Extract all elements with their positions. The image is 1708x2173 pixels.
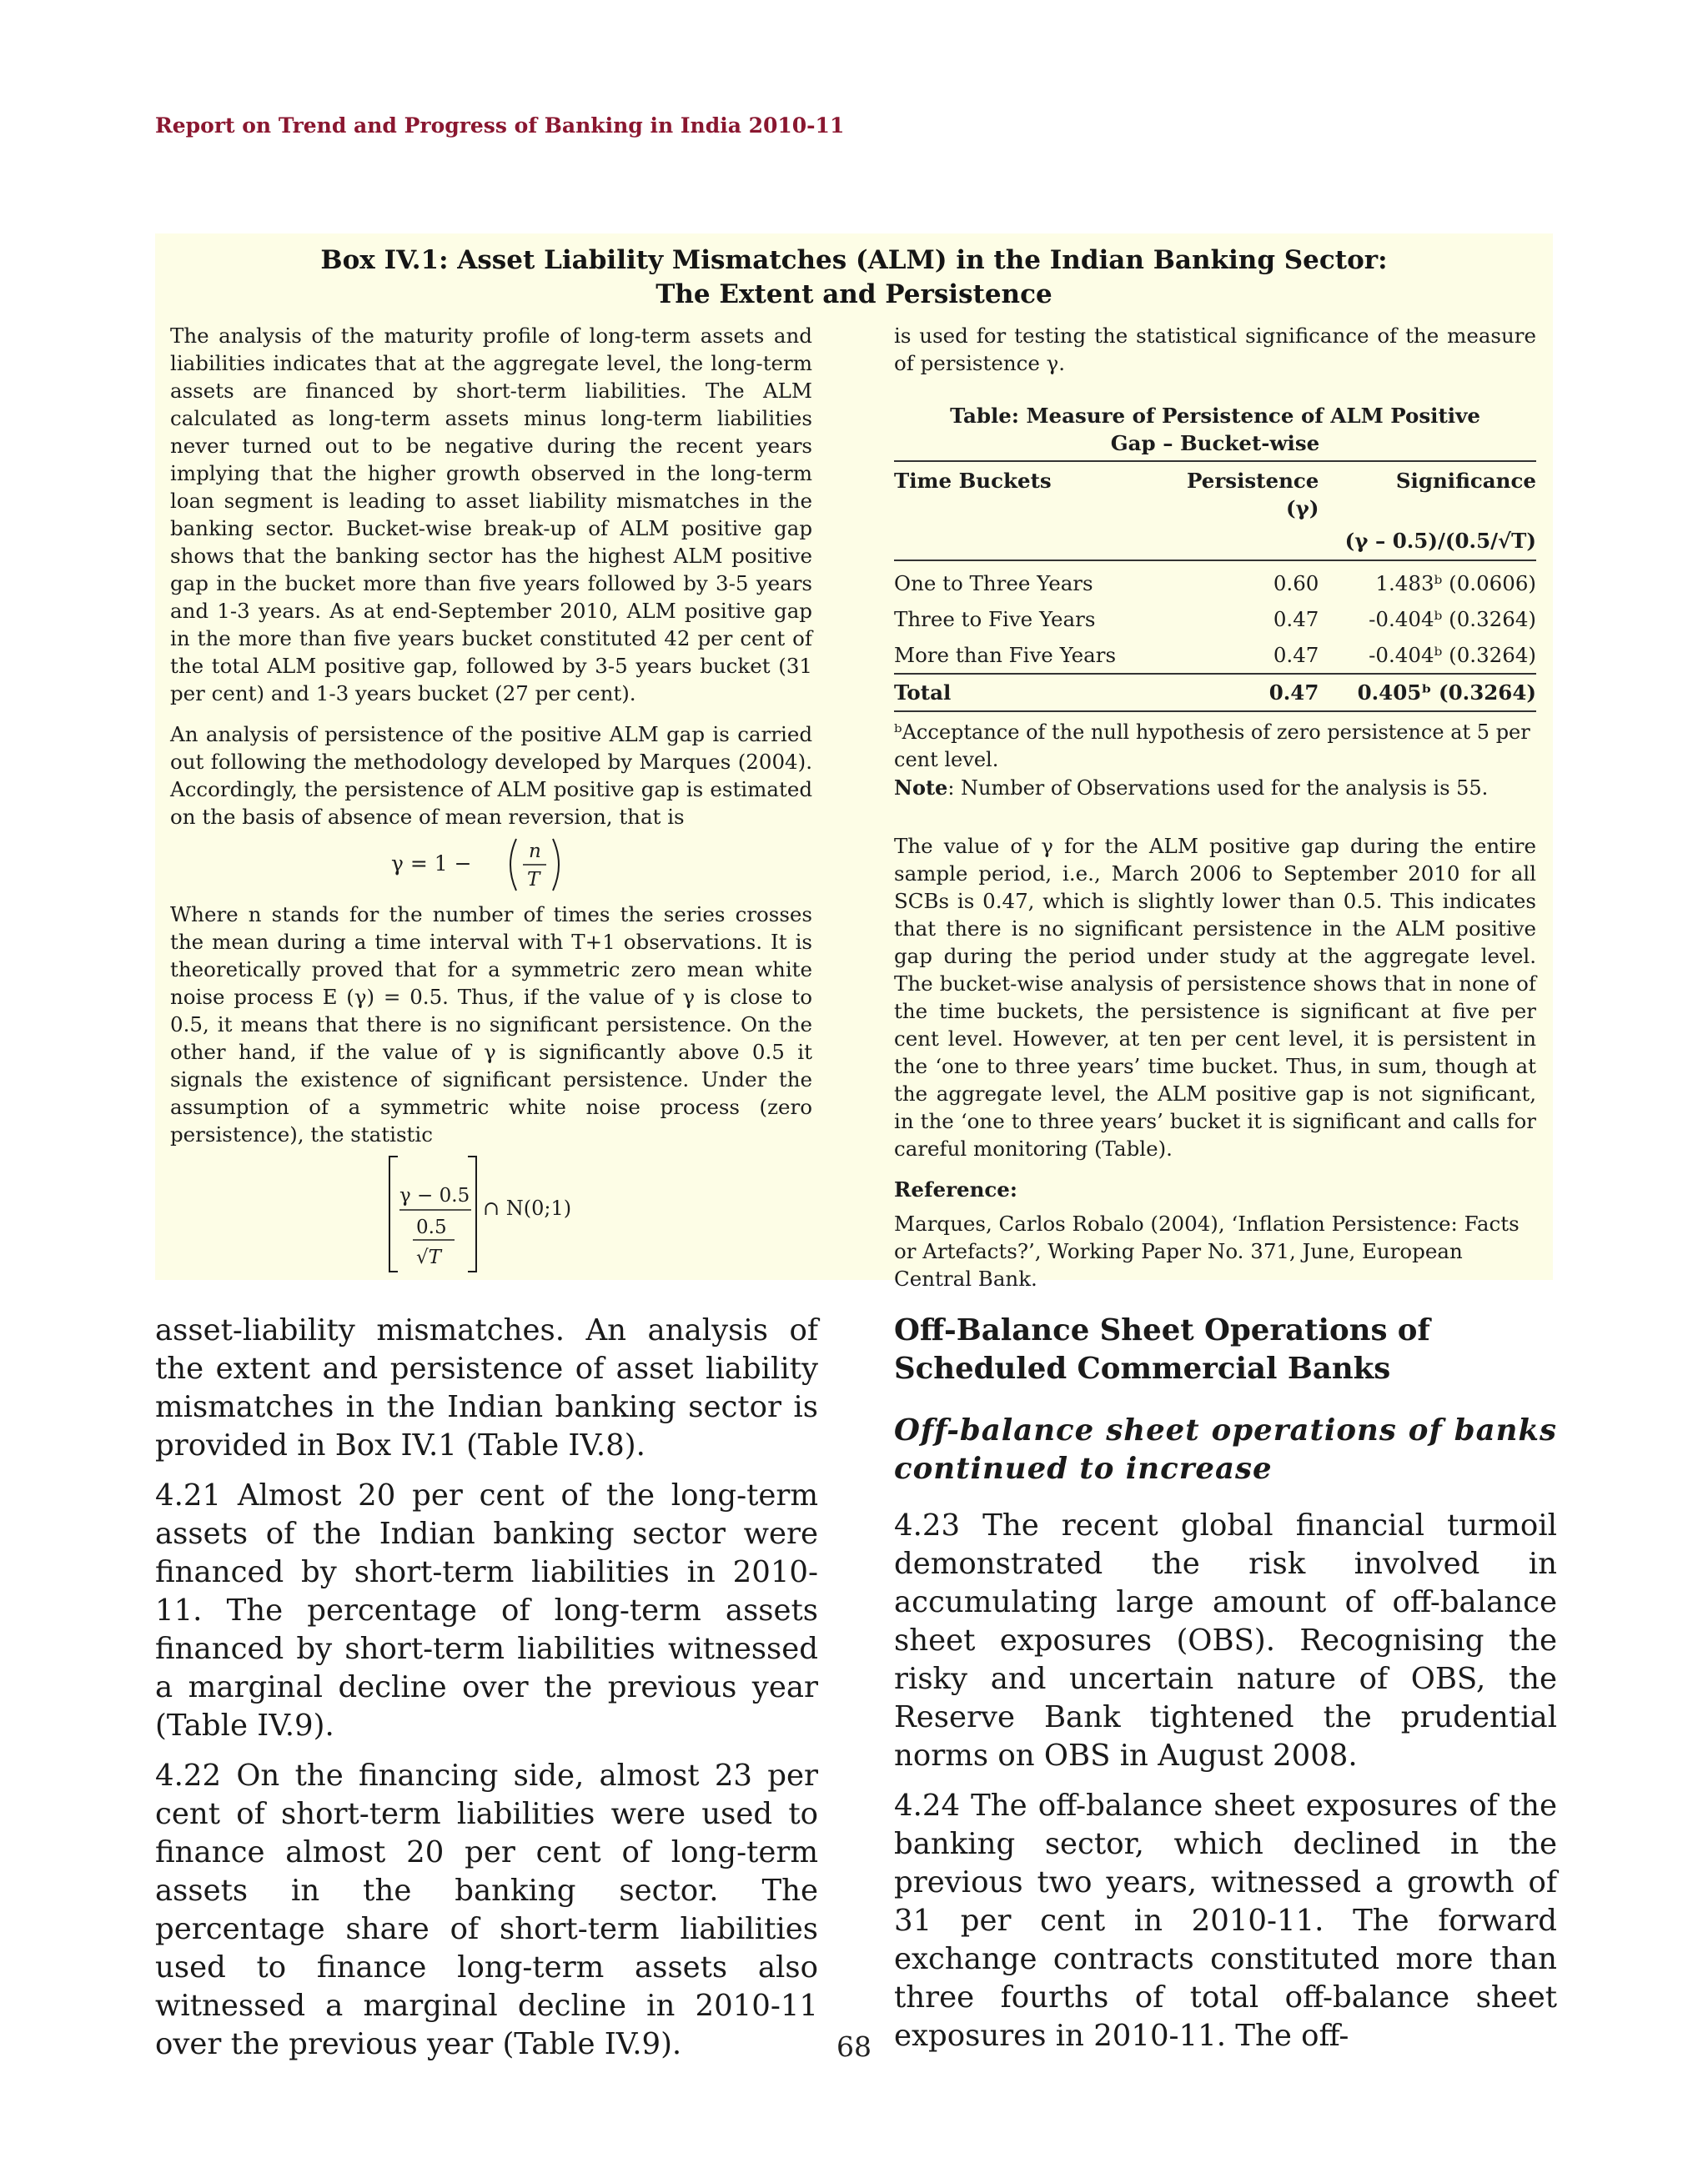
box-paragraph: An analysis of persistence of the positive ALM gap is carried out following the methodology developed by Marques (2004). Accordingly, the persistence of ALM positive gap is estimated on the basis of absence of mean reversion, that is: [170, 722, 812, 829]
cell-bucket: One to Three Years: [894, 571, 1093, 595]
cell-total-persistence: 0.47: [1187, 674, 1319, 711]
box-title-line1: Box IV.1: Asset Liability Mismatches (ALM) in the Indian Banking Sector:: [320, 245, 1388, 275]
cell-persistence: 0.47: [1273, 607, 1319, 631]
reference-text: Marques, Carlos Robalo (2004), ‘Inflation Persistence: Facts or Artefacts?’, Working Paper No. 371, June, European Central Bank.: [894, 1212, 1520, 1291]
cell-persistence: 0.60: [1273, 571, 1319, 595]
box-right-column: [894, 322, 1536, 1306]
box-title-line2: The Extent and Persistence: [656, 279, 1052, 309]
body-paragraph: asset-liability mismatches. An analysis of the extent and persistence of asset liability mismatches in the Indian banking sector is provided in Box IV.1 (Table IV.8).: [155, 1313, 818, 1463]
cell-bucket: Three to Five Years: [894, 607, 1096, 631]
col-header-significance-formula: (γ – 0.5)/(0.5/√T): [1319, 527, 1536, 560]
box-paragraph: Where n stands for the number of times the series crosses the mean during a time interval with T+1 observations. It is theoretically proved that for a symmetric zero mean white noise process E (γ) = 0.5. Thus, if the value of γ is close to 0.5, it means that there is no significant persistence. On the other hand, if the value of γ is significantly above 0.5 it signals the existence of significant persistence. Under the assumption of a symmetric white noise process (zero persistence), the statistic: [170, 902, 812, 1147]
table-title-line1: Table: Measure of Persistence of ALM Positive: [950, 404, 1480, 428]
box-left-column: [170, 322, 812, 1280]
cell-significance: 1.483ᵇ (0.0606): [1375, 571, 1536, 595]
formula-lhs: γ = 1 −: [391, 851, 472, 876]
main-right-column: [894, 1312, 1557, 2067]
table-header-row: [894, 461, 1536, 527]
box-paragraph: The analysis of the maturity profile of long-term assets and liabilities indicates that at the aggregate level, the long-term assets are financed by short-term liabilities. The ALM calculated as long-term assets minus long-term liabilities never turned out to be negative during the recent years implying that the higher growth observed in the long-term loan segment is leading to asset liability mismatches in the banking sector. Bucket-wise break-up of ALM positive gap shows that the banking sector has the highest ALM positive gap in the bucket more than five years followed by 3-5 years and 1-3 years. As at end-September 2010, ALM positive gap in the more than five years bucket constituted 42 per cent of the total ALM positive gap, followed by 3-5 years bucket (31 per cent) and 1-3 years bucket (27 per cent).: [170, 324, 812, 705]
box-paragraph: The value of γ for the ALM positive gap during the entire sample period, i.e., March 2006 to September 2010 for all SCBs is 0.47, which is slightly lower than 0.5. This indicates that there is no significant persistence in the ALM positive gap during the period under study at the aggregate level. The bucket-wise analysis of persistence shows that in none of the time buckets, the persistence is significant at five per cent level. However, at ten per cent level, it is persistent in the ‘one to three years’ time bucket. Thus, in sum, though at the aggregate level, the ALM positive gap is not significant, in the ‘one to three years’ bucket it is significant and calls for careful monitoring (Table).: [894, 834, 1536, 1161]
table-note: [894, 774, 1536, 802]
formula-den: T: [527, 869, 540, 891]
stat-num: γ − 0.5: [399, 1185, 470, 1207]
table-note-label: Note: [894, 775, 948, 800]
table-row: [894, 637, 1536, 674]
persistence-table: [894, 460, 1536, 712]
cell-total-label: Total: [894, 674, 1187, 711]
main-left-column: [155, 1312, 818, 2075]
table-row: [894, 560, 1536, 601]
stat-den-bottom: √T: [416, 1247, 441, 1268]
table-total-row: [894, 674, 1536, 711]
table-header-subrow: [894, 527, 1536, 560]
table-note-text: : Number of Observations used for the analysis is 55.: [947, 776, 1489, 800]
col-header-time: Time Buckets: [894, 461, 1187, 527]
box-title: [155, 243, 1553, 312]
table-title: [894, 402, 1536, 457]
gamma-formula: [170, 832, 812, 897]
formula-num: n: [529, 841, 541, 862]
body-paragraph: 4.23 The recent global financial turmoil demonstrated the risk involved in accumulating large amount of off-balance sheet exposures (OBS). Recognising the risky and uncertain nature of OBS, the Reserve Bank tightened the prudential norms on OBS in August 2008.: [894, 1508, 1557, 1773]
statistic-formula: [170, 1152, 812, 1277]
running-header: Report on Trend and Progress of Banking in India 2010-11: [155, 113, 845, 138]
col-header-persistence: Persistence (γ): [1187, 461, 1319, 527]
statistic-formula-graphic: [383, 1152, 600, 1277]
body-paragraph: 4.22 On the financing side, almost 23 per cent of short-term liabilities were used to finance almost 20 per cent of long-term assets in the banking sector. The percentage share of short-term liabilities used to finance long-term assets also witnessed a marginal decline in 2010-11 over the previous year (Table IV.9).: [155, 1759, 818, 2061]
box-iv-1: [155, 233, 1553, 1291]
table-row: [894, 601, 1536, 637]
cell-persistence: 0.47: [1273, 643, 1319, 667]
cell-significance: -0.404ᵇ (0.3264): [1369, 643, 1536, 667]
page-number: 68: [836, 2030, 872, 2063]
col-header-significance: Significance: [1319, 461, 1536, 527]
subsection-heading: Off-balance sheet operations of banks continued to increase: [894, 1413, 1557, 1486]
cell-total-significance: 0.405ᵇ (0.3264): [1319, 674, 1536, 711]
stat-den-top: 0.5: [416, 1217, 447, 1238]
box-paragraph: is used for testing the statistical significance of the measure of persistence γ.: [894, 324, 1536, 375]
table-footnote: ᵇAcceptance of the null hypothesis of zero persistence at 5 per cent level.: [894, 720, 1530, 771]
body-paragraph: 4.21 Almost 20 per cent of the long-term assets of the Indian banking sector were financed by short-term liabilities in 2010-11. The percentage of long-term assets financed by short-term liabilities witnessed a marginal decline over the previous year (Table IV.9).: [155, 1478, 818, 1743]
cell-bucket: More than Five Years: [894, 643, 1117, 667]
section-heading: Off-Balance Sheet Operations of Scheduled Commercial Banks: [894, 1313, 1430, 1386]
body-paragraph: 4.24 The off-balance sheet exposures of the banking sector, which declined in the previous two years, witnessed a growth of 31 per cent in 2010-11. The forward exchange contracts constituted more than three fourths of total off-balance sheet exposures in 2010-11. The off-: [894, 1789, 1557, 2053]
reference-heading: Reference:: [894, 1177, 1017, 1202]
table-title-line2: Gap – Bucket-wise: [1110, 431, 1320, 455]
gamma-formula-graphic: [391, 832, 591, 897]
cell-significance: -0.404ᵇ (0.3264): [1369, 607, 1536, 631]
stat-rhs: ∩ N(0;1): [483, 1197, 572, 1220]
